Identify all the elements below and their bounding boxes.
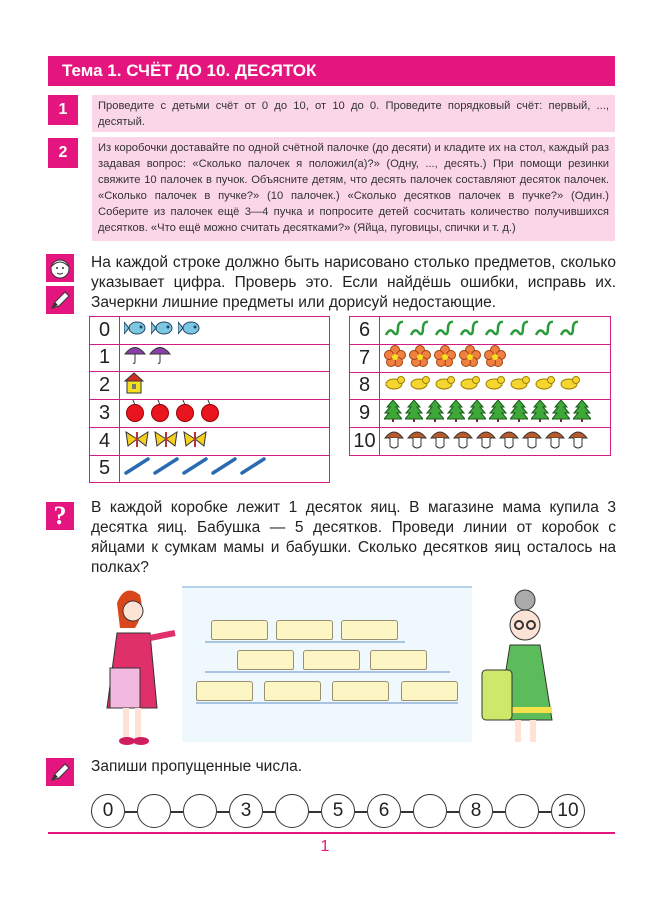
flower-icon xyxy=(434,345,456,372)
number-circle: 5 xyxy=(321,794,355,828)
fish-icon xyxy=(151,319,175,342)
row-number: 0 xyxy=(90,317,120,345)
pencil-icon xyxy=(46,286,74,314)
empty-number-circle[interactable] xyxy=(413,794,447,828)
umbrella-icon xyxy=(149,345,171,370)
tree-icon xyxy=(447,400,465,427)
row-items[interactable] xyxy=(380,344,611,372)
tree-icon xyxy=(573,400,591,427)
face-icon xyxy=(46,254,74,282)
bird-icon xyxy=(384,374,406,397)
sequence-link xyxy=(217,811,229,813)
row-number: 5 xyxy=(90,455,120,483)
row-items[interactable] xyxy=(380,400,611,428)
sequence-link xyxy=(447,811,459,813)
mushroom-icon xyxy=(430,428,450,455)
number-circle: 10 xyxy=(551,794,585,828)
snake-icon xyxy=(534,319,556,342)
empty-number-circle[interactable] xyxy=(137,794,171,828)
apple-icon xyxy=(124,400,146,427)
task-3-text: На каждой строке должно быть нарисовано столько предметов, сколько указывает цифра. Проверь это. Если найдёшь ошибки, исправь их. Зачеркни лишние предметы или дорисуй недостающие. xyxy=(91,254,616,311)
shelf-line xyxy=(205,671,450,673)
egg-box[interactable] xyxy=(196,681,253,701)
count-row xyxy=(90,428,330,456)
row-number: 6 xyxy=(350,317,380,345)
tree-icon xyxy=(405,400,423,427)
page-number: 1 xyxy=(320,838,330,855)
row-number: 7 xyxy=(350,344,380,372)
bird-icon xyxy=(459,374,481,397)
snake-icon xyxy=(484,319,506,342)
mushroom-icon xyxy=(384,428,404,455)
bird-icon xyxy=(559,374,581,397)
teacher-task-2: Из коробочки доставайте по одной счётной палочке (до десяти) и кладите их на стол, каждый раз задавая вопрос: «Сколько палочек я положил(а)?» (Одну, ..., десять.) При помощи резинки свяжите 10 палочек в пучок. Объясните детям, что десять палочек составляют десяток палочек. «Сколько палочек в пучке?» (10 палочек.) «Сколько десятков палочек в пучке?» (Один.) Соберите из палочек ещё 3—4 пучка и попросите детей сосчитать количество получившихся десятков. «Что ещё можно считать десятками?» (Яйца, пуговицы, спички и т. д.) xyxy=(92,137,615,241)
bird-icon xyxy=(509,374,531,397)
snake-icon xyxy=(559,319,581,342)
row-items[interactable] xyxy=(120,372,330,400)
snake-icon xyxy=(434,319,456,342)
apple-icon xyxy=(199,400,221,427)
snake-icon xyxy=(459,319,481,342)
mushroom-icon xyxy=(568,428,588,455)
footer-divider xyxy=(48,832,615,834)
count-row xyxy=(90,455,330,483)
sequence-link xyxy=(401,811,413,813)
count-table-left xyxy=(89,316,330,483)
count-row xyxy=(90,400,330,428)
mushroom-icon xyxy=(522,428,542,455)
mushroom-icon xyxy=(499,428,519,455)
number-circle: 0 xyxy=(91,794,125,828)
count-row xyxy=(90,344,330,372)
flower-icon xyxy=(459,345,481,372)
sequence-link xyxy=(493,811,505,813)
egg-box[interactable] xyxy=(276,620,333,640)
butterfly-icon xyxy=(153,429,179,454)
shelf-line xyxy=(196,702,458,704)
question-icon: ? xyxy=(46,502,74,530)
butterfly-icon xyxy=(124,429,150,454)
fish-icon xyxy=(124,319,148,342)
row-items[interactable] xyxy=(120,400,330,428)
pencil-icon xyxy=(46,758,74,786)
snake-icon xyxy=(384,319,406,342)
grandmother-illustration xyxy=(480,585,570,750)
count-row xyxy=(90,317,330,345)
row-items[interactable] xyxy=(380,428,611,456)
fish-icon xyxy=(178,319,202,342)
row-items[interactable] xyxy=(380,317,611,345)
row-number: 1 xyxy=(90,344,120,372)
row-number: 2 xyxy=(90,372,120,400)
sequence-link xyxy=(539,811,551,813)
task-number-1: 1 xyxy=(48,95,78,125)
row-number: 4 xyxy=(90,428,120,456)
mushroom-icon xyxy=(407,428,427,455)
row-number: 8 xyxy=(350,372,380,400)
row-items[interactable] xyxy=(120,428,330,456)
row-items[interactable] xyxy=(120,317,330,345)
flower-icon xyxy=(484,345,506,372)
tree-icon xyxy=(552,400,570,427)
pencil-icon xyxy=(124,457,150,480)
count-row xyxy=(350,372,611,400)
butterfly-icon xyxy=(182,429,208,454)
tree-icon xyxy=(489,400,507,427)
number-circle: 6 xyxy=(367,794,401,828)
pencil-icon xyxy=(153,457,179,480)
flower-icon xyxy=(384,345,406,372)
empty-number-circle[interactable] xyxy=(183,794,217,828)
pencil-icon xyxy=(240,457,266,480)
egg-box[interactable] xyxy=(303,650,360,670)
tree-icon xyxy=(426,400,444,427)
umbrella-icon xyxy=(124,345,146,370)
sequence-link xyxy=(309,811,321,813)
tree-icon xyxy=(531,400,549,427)
snake-icon xyxy=(409,319,431,342)
snake-icon xyxy=(509,319,531,342)
tree-icon xyxy=(468,400,486,427)
count-row xyxy=(90,372,330,400)
mushroom-icon xyxy=(476,428,496,455)
task-5-text: Запиши пропущенные числа. xyxy=(91,758,303,775)
sequence-link xyxy=(355,811,367,813)
tree-icon xyxy=(384,400,402,427)
count-row xyxy=(350,344,611,372)
egg-box[interactable] xyxy=(332,681,389,701)
teacher-task-1: Проведите с детьми счёт от 0 до 10, от 10 до 0. Проведите порядковый счёт: первый, ..., десятый. xyxy=(92,95,615,132)
topic-title: Тема 1. СЧЁТ ДО 10. ДЕСЯТОК xyxy=(48,56,615,86)
row-number: 9 xyxy=(350,400,380,428)
shelf-line xyxy=(205,641,405,643)
row-items[interactable] xyxy=(380,372,611,400)
mother-illustration xyxy=(95,583,180,748)
mushroom-icon xyxy=(453,428,473,455)
row-number: 3 xyxy=(90,400,120,428)
sequence-link xyxy=(171,811,183,813)
count-row xyxy=(350,317,611,345)
apple-icon xyxy=(174,400,196,427)
bird-icon xyxy=(434,374,456,397)
task-number-2: 2 xyxy=(48,138,78,168)
bird-icon xyxy=(409,374,431,397)
pencil-icon xyxy=(211,457,237,480)
sequence-link xyxy=(125,811,137,813)
row-items[interactable] xyxy=(120,344,330,372)
number-circle: 3 xyxy=(229,794,263,828)
tree-icon xyxy=(510,400,528,427)
pencil-icon xyxy=(182,457,208,480)
flower-icon xyxy=(409,345,431,372)
row-number: 10 xyxy=(350,428,380,456)
count-table-right xyxy=(349,316,611,456)
bird-icon xyxy=(534,374,556,397)
house-icon xyxy=(124,372,144,399)
egg-box[interactable] xyxy=(370,650,427,670)
bird-icon xyxy=(484,374,506,397)
empty-number-circle[interactable] xyxy=(275,794,309,828)
apple-icon xyxy=(149,400,171,427)
row-items[interactable] xyxy=(120,455,330,483)
egg-box[interactable] xyxy=(264,681,321,701)
count-row xyxy=(350,428,611,456)
count-row xyxy=(350,400,611,428)
egg-box[interactable] xyxy=(401,681,458,701)
egg-box[interactable] xyxy=(341,620,398,640)
egg-box[interactable] xyxy=(211,620,268,640)
number-circle: 8 xyxy=(459,794,493,828)
task-4-text: В каждой коробке лежит 1 десяток яиц. В магазине мама купила 3 десятка яиц. Бабушка — 5 десятков. Проведи линии от коробок с яйцами к сумкам мамы и бабушки. Сколько десятков яиц осталось на полках? xyxy=(91,499,616,576)
egg-box[interactable] xyxy=(237,650,294,670)
mushroom-icon xyxy=(545,428,565,455)
sequence-link xyxy=(263,811,275,813)
empty-number-circle[interactable] xyxy=(505,794,539,828)
